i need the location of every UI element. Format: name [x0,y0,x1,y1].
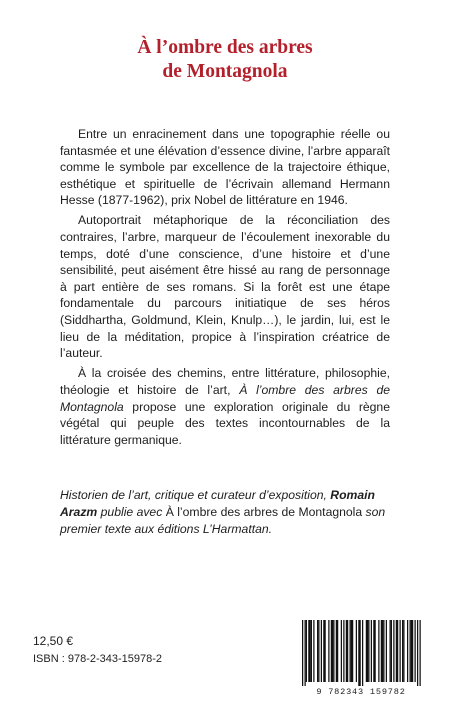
barcode-bar [351,620,352,682]
barcode-bars [298,618,424,688]
barcode-number: 9 782343 159782 [316,687,406,697]
barcode-bar [368,620,369,682]
barcode-bar [350,620,351,682]
barcode-bar [306,620,307,682]
barcode-bar [328,620,329,682]
barcode-bar [411,620,412,682]
blurb-paragraph-2: Autoportrait métaphorique de la réconciliation des contraires, l’arbre, marqueur de l’écoulement inexorable du temps, doté d’une conscience, d’une histoire et d’une sensibilité, peut aisément être hissé au rang de personnage à part entière de ses romans. Si la forêt est une étape fondamentale du parcours initiatique de ses héros (Siddhartha, Goldmund, Klein, Knulp…), le jardin, lui, est le lieu de la méditation, propice à l’inspiration créatrice de l’auteur. [60,213,390,361]
bio-intro: Historien de l’art, critique et curateur d’exposition, [60,488,331,502]
barcode-bar [346,620,347,682]
barcode-bar [331,620,332,682]
price: 12,50 € [33,634,74,648]
barcode [298,618,424,702]
barcode-bar [420,620,421,686]
bio-end: son premier texte aux éditions L’Harmattan. [60,505,386,536]
barcode-bar [360,620,361,686]
barcode-bar [302,620,303,686]
bio-book-title: À l’ombre des arbres de Montagnola [165,505,363,519]
barcode-bar [367,620,368,682]
barcode-bar [311,620,312,682]
barcode-bar [407,620,408,682]
barcode-bar [343,620,344,682]
barcode-bar [336,620,337,682]
barcode-bar [402,620,403,682]
book-title [0,36,450,84]
barcode-bar [375,620,376,682]
barcode-bar [400,620,401,682]
barcode-bar [410,620,411,682]
barcode-bar [323,620,324,682]
title-line-2: de Montagnola [162,61,288,82]
barcode-bar [352,620,353,682]
barcode-bar [386,620,387,682]
author-bio [60,487,390,538]
blurb-paragraph-3 [60,365,390,448]
barcode-bar [382,620,383,682]
barcode-bar [321,620,322,682]
barcode-bar [391,620,392,682]
p3-book-title: À l’ombre des arbres de Montagnola [60,382,390,414]
back-cover-blurb [60,126,390,452]
p3-end: propose une exploration originale du règne végétal qui peuple des textes incontournables de la littérature germanique. [60,399,390,447]
p3-start: À la croisée des chemins, entre littérature, philosophie, théologie et histoire de l’art, [60,366,390,397]
barcode-bar [396,620,397,682]
barcode-bar [403,620,404,682]
barcode-bar [366,620,367,682]
barcode-bar [310,620,311,682]
barcode-bar [318,620,319,682]
barcode-bar [371,620,372,682]
bio-mid: publie avec [97,505,166,519]
isbn: ISBN : 978-2-343-15978-2 [33,653,163,665]
barcode-bar [383,620,384,682]
barcode-bar [417,620,418,686]
blurb-paragraph-1: Entre un enracinement dans une topographie réelle ou fantasmée et une élévation d’essence divine, l’arbre apparaît comme le symbole par excellence de la trajectoire éthique, esthétique et spirituelle de l’écrivain allemand Hermann Hesse (1877-1962), prix Nobel de littérature en 1946. [60,127,390,208]
barcode-bar [305,620,306,686]
author-name: Romain Arazm [60,488,375,519]
barcode-bar [362,620,363,686]
barcode-bar [358,620,359,686]
barcode-bar [313,620,314,682]
barcode-bar [415,620,416,682]
barcode-bar [381,620,382,682]
barcode-bar [347,620,348,682]
barcode-bar [393,620,394,682]
barcode-bar [341,620,342,682]
barcode-bar [325,620,326,682]
barcode-bar [412,620,413,682]
barcode-bar [332,620,333,682]
title-line-1: À l’ombre des arbres [137,37,313,58]
barcode-bar [378,620,379,682]
barcode-bar [308,620,309,682]
barcode-bar [373,620,374,682]
barcode-bar [333,620,334,682]
barcode-bar [317,620,318,682]
barcode-bar [356,620,357,682]
barcode-bar [397,620,398,682]
barcode-bar [337,620,338,682]
barcode-bar [390,620,391,682]
